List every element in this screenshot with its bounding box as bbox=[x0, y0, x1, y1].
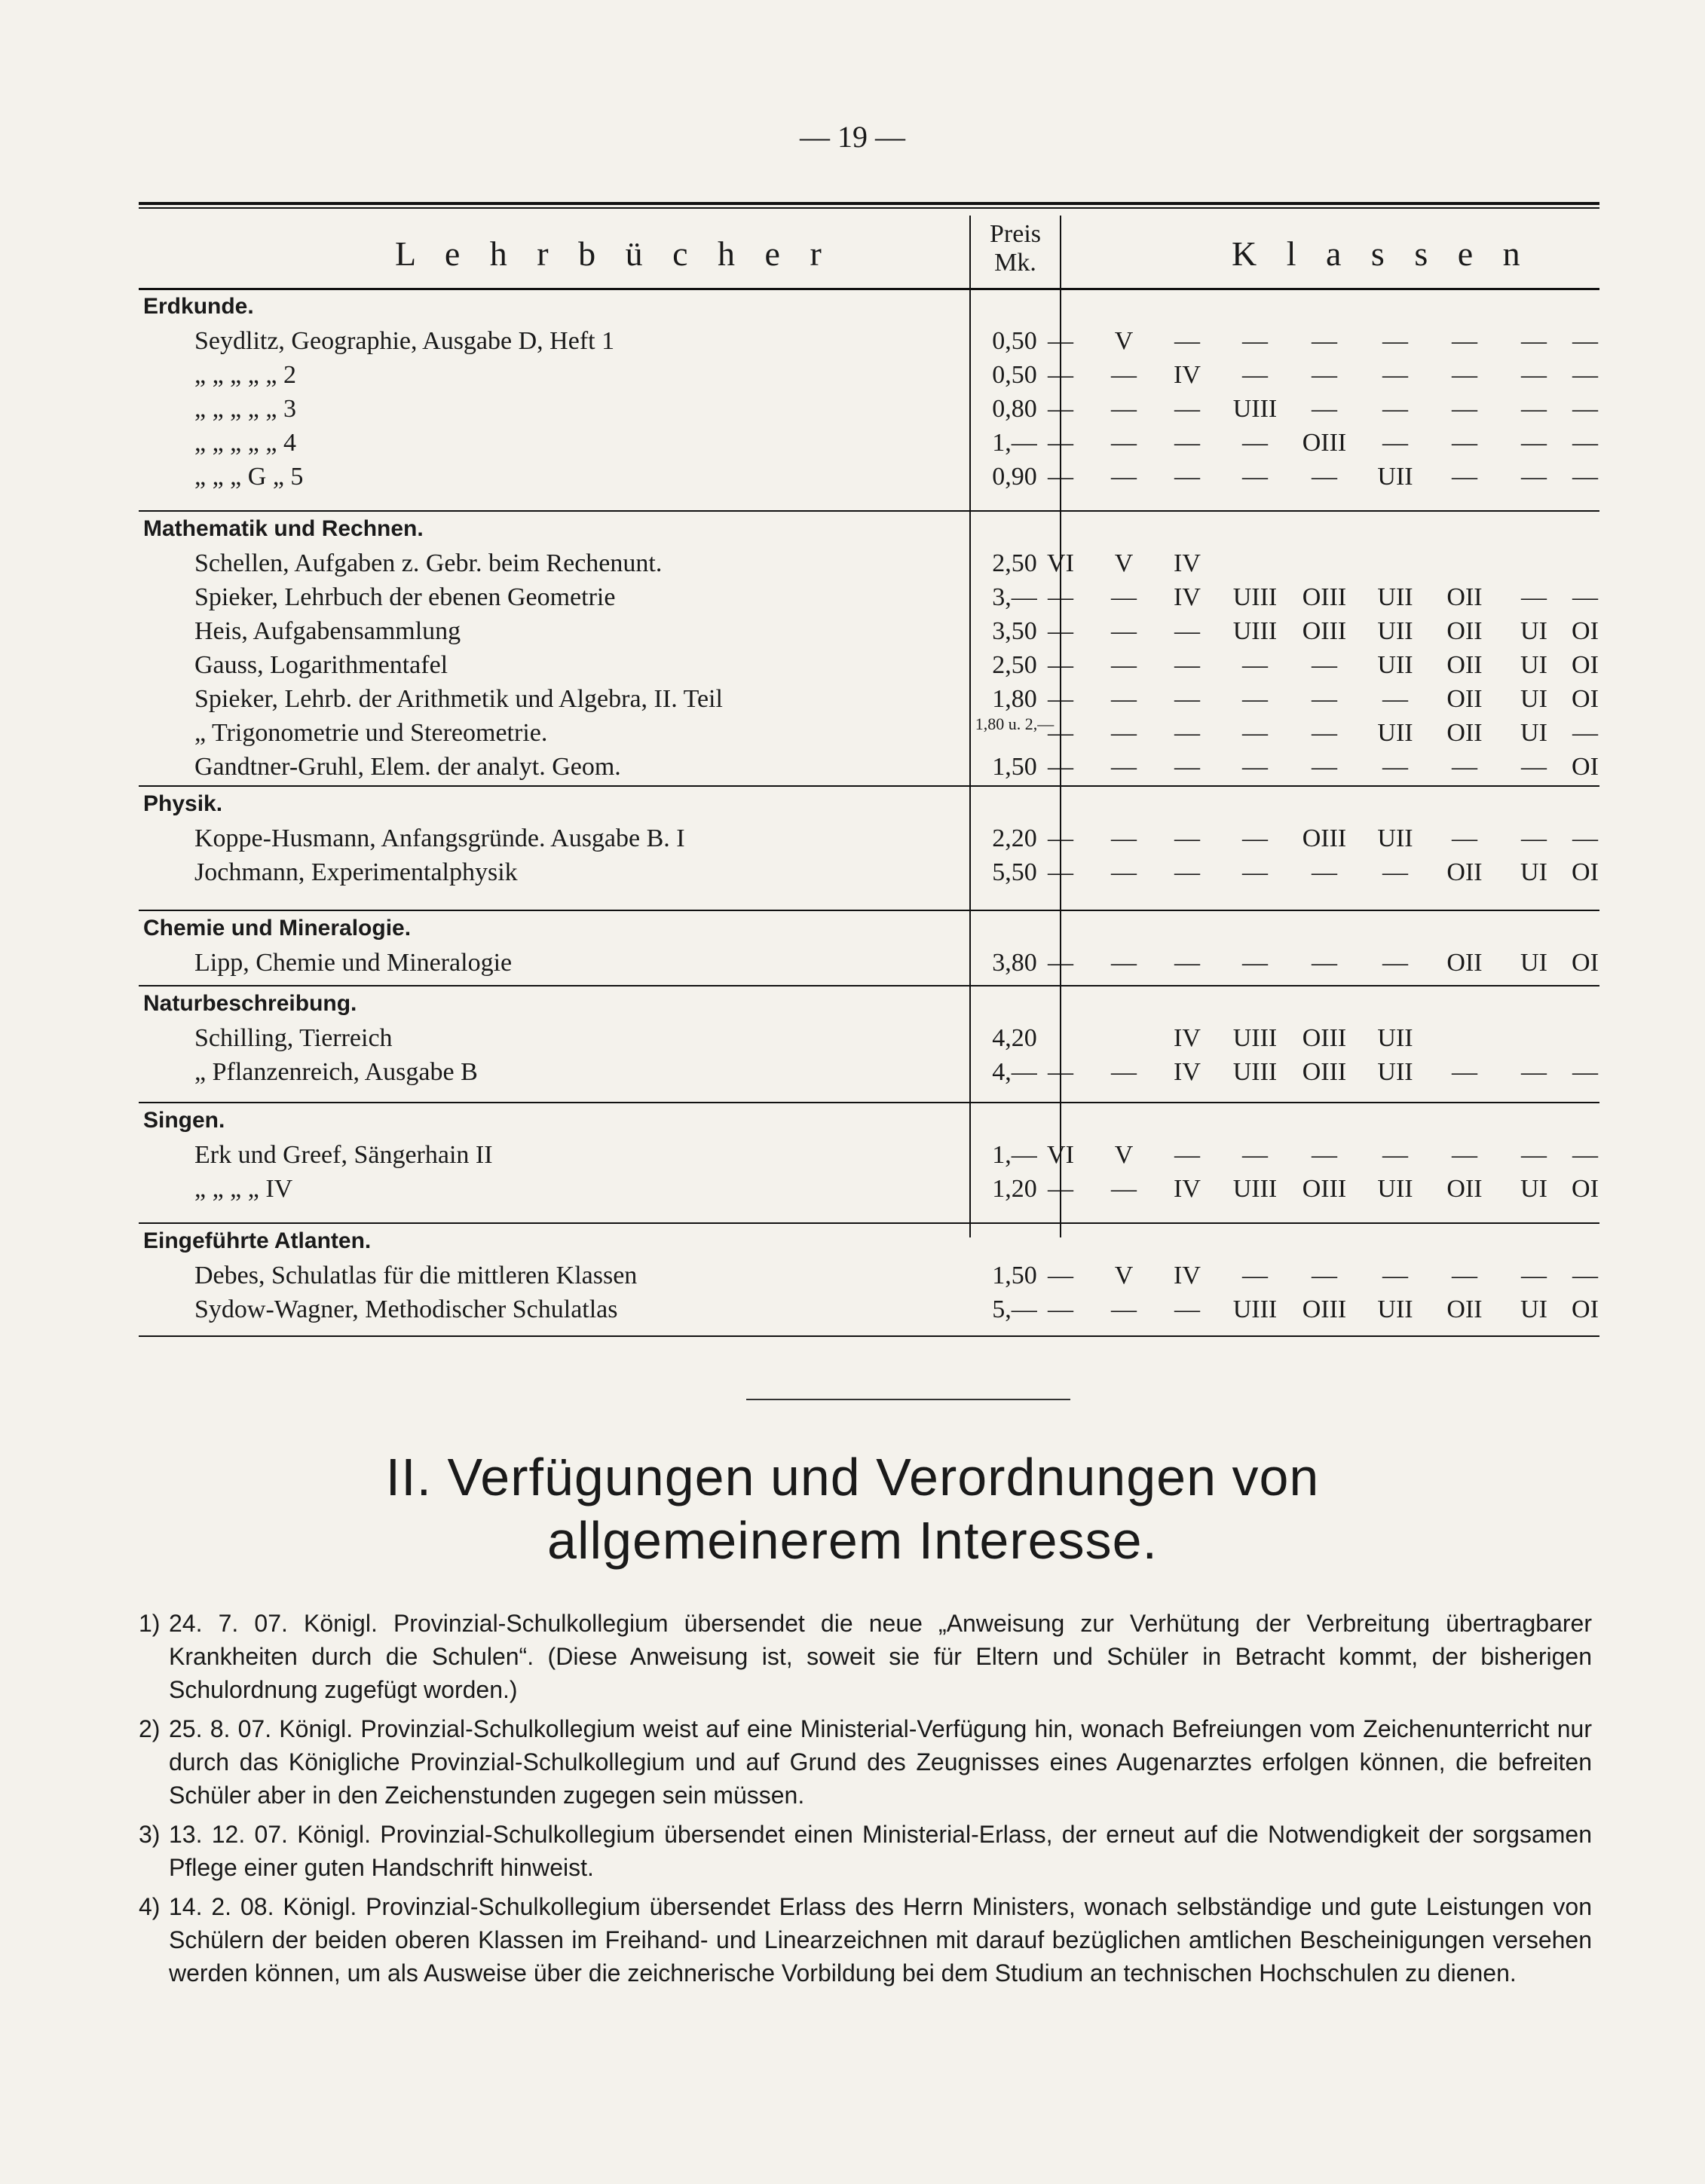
class-cell: V bbox=[1114, 1141, 1134, 1169]
book-title: Schilling, Tierreich bbox=[194, 1024, 393, 1052]
class-cell: — bbox=[1048, 719, 1073, 747]
book-title: „ Pflanzenreich, Ausgabe B bbox=[194, 1058, 478, 1086]
class-cell: — bbox=[1312, 463, 1337, 491]
class-cell-oi: OI bbox=[1572, 1175, 1599, 1203]
class-cell: — bbox=[1242, 949, 1268, 977]
class-cell: — bbox=[1111, 685, 1137, 713]
book-title: Erk und Greef, Sängerhain II bbox=[194, 1141, 493, 1169]
class-cell: — bbox=[1242, 858, 1268, 886]
table-row bbox=[139, 546, 1599, 580]
class-cell: — bbox=[1111, 651, 1137, 679]
book-title: Gandtner-Gruhl, Elem. der analyt. Geom. bbox=[194, 753, 621, 781]
class-cell: — bbox=[1312, 685, 1337, 713]
table-row bbox=[139, 821, 1599, 855]
book-price: 1,— bbox=[992, 429, 1037, 457]
book-price: 4,— bbox=[992, 1058, 1037, 1086]
class-cell: — bbox=[1382, 395, 1408, 423]
book-price: 1,— bbox=[992, 1141, 1037, 1169]
class-cell: OIII bbox=[1302, 583, 1347, 611]
order-text: 25. 8. 07. Königl. Provinzial-Schulkollegium weist auf eine Ministerial-Verfügung hin, wonach Befreiungen vom Zeichenunterricht nur durch das Königliche Provinzial-Schulkollegium und auf Grund des Zeugnisses eines Augenarztes erfolgen können, die befreiten Schüler aber in den Zeichenstunden zugegen sein müssen. bbox=[169, 1715, 1592, 1809]
class-cell: — bbox=[1111, 949, 1137, 977]
section-title: Physik. bbox=[143, 791, 223, 816]
book-price: 3,50 bbox=[992, 617, 1037, 645]
class-cell: — bbox=[1048, 361, 1073, 389]
class-cell: — bbox=[1242, 753, 1268, 781]
class-cell: — bbox=[1452, 327, 1477, 355]
order-text: 13. 12. 07. Königl. Provinzial-Schulkollegium übersendet einen Ministerial-Erlass, der erneut auf die Notwendigkeit der sorgsamen Pflege einer guten Handschrift hinweist. bbox=[169, 1821, 1592, 1881]
class-cell: OIII bbox=[1302, 1058, 1347, 1086]
class-cell: OIII bbox=[1302, 824, 1347, 852]
book-title: Lipp, Chemie und Mineralogie bbox=[194, 949, 513, 977]
table-row bbox=[139, 855, 1599, 889]
class-cell: — bbox=[1111, 395, 1137, 423]
class-cell-oi: — bbox=[1572, 429, 1598, 457]
book-price: 1,50 bbox=[992, 753, 1037, 781]
class-cell: — bbox=[1452, 1058, 1477, 1086]
section-title: Erdkunde. bbox=[143, 294, 254, 319]
class-cell: — bbox=[1312, 651, 1337, 679]
class-cell-oi: OI bbox=[1572, 617, 1599, 645]
class-cell-oi: — bbox=[1572, 824, 1598, 852]
class-cell: UI bbox=[1520, 858, 1547, 886]
book-title: Seydlitz, Geographie, Ausgabe D, Heft 1 bbox=[194, 327, 615, 355]
class-cell-oi: — bbox=[1572, 327, 1598, 355]
table-row bbox=[139, 750, 1599, 783]
class-cell: — bbox=[1048, 858, 1073, 886]
class-cell: — bbox=[1521, 395, 1547, 423]
class-cell: UII bbox=[1377, 1024, 1413, 1052]
class-cell: — bbox=[1048, 824, 1073, 852]
table-header bbox=[139, 216, 1599, 290]
class-cell: UI bbox=[1520, 685, 1547, 713]
class-cell: UIII bbox=[1232, 1058, 1278, 1086]
section-title: Chemie und Mineralogie. bbox=[143, 916, 412, 941]
class-cell: — bbox=[1242, 429, 1268, 457]
class-cell: OII bbox=[1446, 617, 1483, 645]
class-cell-oi: OI bbox=[1572, 651, 1599, 679]
class-cell: — bbox=[1174, 1141, 1200, 1169]
book-price: 0,90 bbox=[992, 463, 1037, 491]
class-cell: UII bbox=[1377, 1058, 1413, 1086]
class-cell: — bbox=[1521, 1141, 1547, 1169]
class-cell: UII bbox=[1377, 1295, 1413, 1323]
class-cell: OIII bbox=[1302, 1175, 1347, 1203]
section-title: Eingeführte Atlanten. bbox=[143, 1228, 372, 1253]
book-price: 2,20 bbox=[992, 824, 1037, 852]
book-price: 2,50 bbox=[992, 549, 1037, 577]
separator-rule bbox=[746, 1399, 1070, 1400]
class-cell: — bbox=[1312, 361, 1337, 389]
class-cell: UIII bbox=[1232, 617, 1278, 645]
table-row bbox=[139, 1259, 1599, 1292]
class-cell: — bbox=[1174, 463, 1200, 491]
class-cell: OII bbox=[1446, 651, 1483, 679]
class-cell: — bbox=[1452, 429, 1477, 457]
class-cell: UII bbox=[1377, 719, 1413, 747]
class-cell: — bbox=[1048, 651, 1073, 679]
column-rule bbox=[969, 216, 971, 1237]
class-cell: — bbox=[1382, 753, 1408, 781]
class-cell: UI bbox=[1520, 1175, 1547, 1203]
book-title: Debes, Schulatlas für die mittleren Klassen bbox=[194, 1262, 638, 1289]
class-cell: — bbox=[1312, 719, 1337, 747]
class-cell-oi: — bbox=[1572, 395, 1598, 423]
section-title: Singen. bbox=[143, 1108, 225, 1133]
book-price: 2,50 bbox=[992, 651, 1037, 679]
class-cell: — bbox=[1048, 583, 1073, 611]
class-cell: — bbox=[1452, 361, 1477, 389]
column-rule bbox=[1060, 216, 1061, 1237]
class-cell: — bbox=[1048, 617, 1073, 645]
order-item bbox=[139, 1607, 1592, 1706]
class-cell: — bbox=[1174, 395, 1200, 423]
class-cell: IV bbox=[1174, 1058, 1201, 1086]
class-cell: UII bbox=[1377, 617, 1413, 645]
table-row bbox=[139, 1292, 1599, 1326]
table-row bbox=[139, 1138, 1599, 1171]
class-cell: IV bbox=[1174, 583, 1201, 611]
section-title: Mathematik und Rechnen. bbox=[143, 516, 424, 541]
class-cell: UI bbox=[1520, 1295, 1547, 1323]
book-title: „ „ „ „ „ 2 bbox=[194, 361, 296, 389]
class-cell: — bbox=[1174, 858, 1200, 886]
class-cell: — bbox=[1048, 949, 1073, 977]
class-cell: UIII bbox=[1232, 583, 1278, 611]
class-cell: OII bbox=[1446, 949, 1483, 977]
class-cell: — bbox=[1048, 1058, 1073, 1086]
class-cell: V bbox=[1114, 327, 1134, 355]
class-cell: OII bbox=[1446, 1295, 1483, 1323]
section-heading-line1: II. Verfügungen und Verordnungen von bbox=[385, 1448, 1320, 1506]
order-number: 4) bbox=[139, 1893, 161, 1920]
class-cell: — bbox=[1111, 617, 1137, 645]
class-cell: — bbox=[1174, 949, 1200, 977]
class-cell: — bbox=[1111, 1058, 1137, 1086]
book-title: Gauss, Logarithmentafel bbox=[194, 651, 448, 679]
header-price-line2: Mk. bbox=[994, 249, 1036, 277]
class-cell: IV bbox=[1174, 549, 1201, 577]
class-cell: — bbox=[1242, 685, 1268, 713]
table-row bbox=[139, 324, 1599, 357]
class-cell: UI bbox=[1520, 949, 1547, 977]
orders-list bbox=[139, 1607, 1592, 1996]
class-cell: — bbox=[1048, 753, 1073, 781]
book-price: 5,— bbox=[992, 1295, 1037, 1323]
class-cell: — bbox=[1174, 685, 1200, 713]
class-cell: — bbox=[1521, 361, 1547, 389]
book-title: „ „ „ „ „ 4 bbox=[194, 429, 296, 457]
order-number: 2) bbox=[139, 1715, 161, 1742]
class-cell: IV bbox=[1174, 1262, 1201, 1289]
section-heading-line2: allgemeinerem Interesse. bbox=[547, 1511, 1158, 1570]
class-cell: — bbox=[1521, 824, 1547, 852]
class-cell: — bbox=[1312, 395, 1337, 423]
class-cell: VI bbox=[1047, 549, 1074, 577]
class-cell: — bbox=[1242, 1141, 1268, 1169]
class-cell: — bbox=[1452, 1262, 1477, 1289]
class-cell: — bbox=[1111, 719, 1137, 747]
class-cell: OII bbox=[1446, 1175, 1483, 1203]
class-cell-oi: OI bbox=[1572, 685, 1599, 713]
book-title: Jochmann, Experimentalphysik bbox=[194, 858, 518, 886]
class-cell: — bbox=[1048, 395, 1073, 423]
class-cell: — bbox=[1111, 463, 1137, 491]
class-cell: — bbox=[1382, 361, 1408, 389]
section-rule bbox=[139, 1102, 1599, 1103]
class-cell: — bbox=[1048, 327, 1073, 355]
book-title: Sydow-Wagner, Methodischer Schulatlas bbox=[194, 1295, 618, 1323]
class-cell: — bbox=[1382, 1141, 1408, 1169]
table-row bbox=[139, 358, 1599, 391]
class-cell: UI bbox=[1520, 617, 1547, 645]
class-cell-oi: OI bbox=[1572, 858, 1599, 886]
class-cell: — bbox=[1242, 361, 1268, 389]
class-cell: OIII bbox=[1302, 1024, 1347, 1052]
table-row bbox=[139, 1055, 1599, 1088]
class-cell: — bbox=[1111, 858, 1137, 886]
section-rule bbox=[139, 1222, 1599, 1224]
class-cell: — bbox=[1048, 1175, 1073, 1203]
class-cell-oi: — bbox=[1572, 583, 1598, 611]
class-cell: — bbox=[1452, 1141, 1477, 1169]
class-cell: — bbox=[1111, 429, 1137, 457]
class-cell: UIII bbox=[1232, 1024, 1278, 1052]
book-price: 3,80 bbox=[992, 949, 1037, 977]
book-title: Schellen, Aufgaben z. Gebr. beim Rechenunt. bbox=[194, 549, 663, 577]
class-cell: — bbox=[1111, 1175, 1137, 1203]
class-cell: — bbox=[1048, 463, 1073, 491]
class-cell: OIII bbox=[1302, 429, 1347, 457]
class-cell: OII bbox=[1446, 719, 1483, 747]
class-cell: OIII bbox=[1302, 1295, 1347, 1323]
class-cell: — bbox=[1521, 429, 1547, 457]
class-cell: — bbox=[1521, 1262, 1547, 1289]
class-cell-oi: — bbox=[1572, 361, 1598, 389]
header-textbooks: L e h r b ü c h e r bbox=[395, 234, 832, 273]
table-row bbox=[139, 580, 1599, 613]
class-cell: — bbox=[1242, 1262, 1268, 1289]
book-price: 3,— bbox=[992, 583, 1037, 611]
class-cell: VI bbox=[1047, 1141, 1074, 1169]
order-text: 24. 7. 07. Königl. Provinzial-Schulkollegium übersendet die neue „Anweisung zur Verhütung der Verbreitung übertragbarer Krankheiten durch die Schulen“. (Diese Anweisung ist, soweit sie für Eltern und Schüler in Betracht kommt, der bisherigen Schulordnung zugefügt worden.) bbox=[169, 1610, 1592, 1703]
class-cell: — bbox=[1312, 753, 1337, 781]
class-cell: UII bbox=[1377, 651, 1413, 679]
class-cell: — bbox=[1111, 583, 1137, 611]
class-cell-oi: OI bbox=[1572, 949, 1599, 977]
class-cell-oi: — bbox=[1572, 1262, 1598, 1289]
book-title: Koppe-Husmann, Anfangsgründe. Ausgabe B. I bbox=[194, 824, 685, 852]
class-cell: — bbox=[1521, 753, 1547, 781]
class-cell: OII bbox=[1446, 583, 1483, 611]
book-price: 0,80 bbox=[992, 395, 1037, 423]
class-cell: — bbox=[1174, 719, 1200, 747]
table-row bbox=[139, 716, 1599, 749]
class-cell-oi: — bbox=[1572, 463, 1598, 491]
class-cell: — bbox=[1521, 583, 1547, 611]
class-cell: — bbox=[1382, 327, 1408, 355]
order-number: 3) bbox=[139, 1821, 161, 1848]
class-cell: — bbox=[1452, 463, 1477, 491]
class-cell: UIII bbox=[1232, 1175, 1278, 1203]
class-cell-oi: OI bbox=[1572, 1295, 1599, 1323]
class-cell-oi: OI bbox=[1572, 753, 1599, 781]
table-row bbox=[139, 426, 1599, 459]
class-cell: — bbox=[1382, 1262, 1408, 1289]
class-cell: — bbox=[1382, 858, 1408, 886]
class-cell: UIII bbox=[1232, 395, 1278, 423]
book-price: 4,20 bbox=[992, 1024, 1037, 1052]
class-cell: — bbox=[1048, 1295, 1073, 1323]
class-cell: OII bbox=[1446, 685, 1483, 713]
book-title: „ „ „ „ IV bbox=[194, 1175, 293, 1203]
table-row bbox=[139, 392, 1599, 425]
book-title: Heis, Aufgabensammlung bbox=[194, 617, 461, 645]
class-cell: — bbox=[1452, 824, 1477, 852]
class-cell: — bbox=[1048, 685, 1073, 713]
section-title: Naturbeschreibung. bbox=[143, 991, 357, 1016]
class-cell: — bbox=[1312, 858, 1337, 886]
class-cell: — bbox=[1382, 685, 1408, 713]
table-row bbox=[139, 946, 1599, 979]
class-cell: — bbox=[1174, 617, 1200, 645]
class-cell: — bbox=[1312, 1262, 1337, 1289]
book-price: 1,50 bbox=[992, 1262, 1037, 1289]
class-cell: — bbox=[1174, 824, 1200, 852]
class-cell: IV bbox=[1174, 1024, 1201, 1052]
book-title: „ Trigonometrie und Stereometrie. bbox=[194, 719, 548, 747]
class-cell: — bbox=[1174, 1295, 1200, 1323]
class-cell: UIII bbox=[1232, 1295, 1278, 1323]
page-number: — 19 — bbox=[800, 120, 905, 154]
class-cell: UII bbox=[1377, 1175, 1413, 1203]
section-rule bbox=[139, 510, 1599, 512]
class-cell: UI bbox=[1520, 719, 1547, 747]
book-price: 1,20 bbox=[992, 1175, 1037, 1203]
book-title: „ „ „ „ „ 3 bbox=[194, 395, 296, 423]
section-rule bbox=[139, 785, 1599, 787]
class-cell: — bbox=[1048, 1262, 1073, 1289]
class-cell: — bbox=[1048, 429, 1073, 457]
class-cell: IV bbox=[1174, 361, 1201, 389]
class-cell: — bbox=[1242, 824, 1268, 852]
class-cell: — bbox=[1242, 651, 1268, 679]
order-text: 14. 2. 08. Königl. Provinzial-Schulkollegium übersendet Erlass des Herrn Ministers, wonach selbständige und gute Leistungen von Schülern der beiden oberen Klassen im Freihand- und Linearzeichnen mit darauf bezüglichen amtlichen Bescheinigungen versehen werden können, um als Ausweise über die zeichnerische Vorbildung bei dem Studium an technischen Hochschulen zu dienen. bbox=[169, 1893, 1592, 1987]
section-rule bbox=[139, 985, 1599, 986]
class-cell-oi: — bbox=[1572, 719, 1598, 747]
table-row bbox=[139, 1021, 1599, 1054]
table-row bbox=[139, 460, 1599, 493]
class-cell: UI bbox=[1520, 651, 1547, 679]
class-cell: — bbox=[1242, 719, 1268, 747]
class-cell: — bbox=[1521, 463, 1547, 491]
order-item bbox=[139, 1818, 1592, 1884]
header-price bbox=[981, 220, 1049, 277]
class-cell: V bbox=[1114, 1262, 1134, 1289]
class-cell: UII bbox=[1377, 824, 1413, 852]
book-price: 5,50 bbox=[992, 858, 1037, 886]
class-cell: UII bbox=[1377, 583, 1413, 611]
class-cell: — bbox=[1312, 949, 1337, 977]
class-cell: — bbox=[1312, 327, 1337, 355]
table-row bbox=[139, 682, 1599, 715]
order-item bbox=[139, 1890, 1592, 1990]
table-row bbox=[139, 648, 1599, 681]
class-cell: — bbox=[1452, 753, 1477, 781]
class-cell: — bbox=[1382, 949, 1408, 977]
book-price: 0,50 bbox=[992, 361, 1037, 389]
table-row bbox=[139, 614, 1599, 647]
class-cell: — bbox=[1174, 651, 1200, 679]
book-title: Spieker, Lehrb. der Arithmetik und Algebra, II. Teil bbox=[194, 685, 723, 713]
book-price: 0,50 bbox=[992, 327, 1037, 355]
book-title: Spieker, Lehrbuch der ebenen Geometrie bbox=[194, 583, 616, 611]
class-cell-oi: — bbox=[1572, 1141, 1598, 1169]
class-cell: — bbox=[1111, 753, 1137, 781]
book-title: „ „ „ G „ 5 bbox=[194, 463, 304, 491]
class-cell: — bbox=[1111, 824, 1137, 852]
table-bottom-rule bbox=[139, 1335, 1599, 1337]
class-cell: — bbox=[1174, 327, 1200, 355]
order-number: 1) bbox=[139, 1610, 161, 1637]
class-cell: IV bbox=[1174, 1175, 1201, 1203]
class-cell: OII bbox=[1446, 858, 1483, 886]
section-rule bbox=[139, 910, 1599, 911]
order-item bbox=[139, 1712, 1592, 1812]
class-cell: OIII bbox=[1302, 617, 1347, 645]
book-price: 1,80 bbox=[992, 685, 1037, 713]
class-cell: UII bbox=[1377, 463, 1413, 491]
class-cell: — bbox=[1242, 327, 1268, 355]
class-cell: — bbox=[1521, 327, 1547, 355]
table-top-rule bbox=[139, 202, 1599, 209]
header-classes: K l a s s e n bbox=[1232, 234, 1531, 273]
class-cell: — bbox=[1111, 361, 1137, 389]
header-price-line1: Preis bbox=[990, 220, 1041, 248]
class-cell: — bbox=[1242, 463, 1268, 491]
class-cell: — bbox=[1111, 1295, 1137, 1323]
class-cell: — bbox=[1312, 1141, 1337, 1169]
class-cell: — bbox=[1452, 395, 1477, 423]
book-price: 1,80 u. 2,— bbox=[975, 714, 1055, 733]
table-row bbox=[139, 1172, 1599, 1205]
class-cell: — bbox=[1382, 429, 1408, 457]
class-cell: — bbox=[1521, 1058, 1547, 1086]
class-cell-oi: — bbox=[1572, 1058, 1598, 1086]
class-cell: V bbox=[1114, 549, 1134, 577]
class-cell: — bbox=[1174, 429, 1200, 457]
class-cell: — bbox=[1174, 753, 1200, 781]
